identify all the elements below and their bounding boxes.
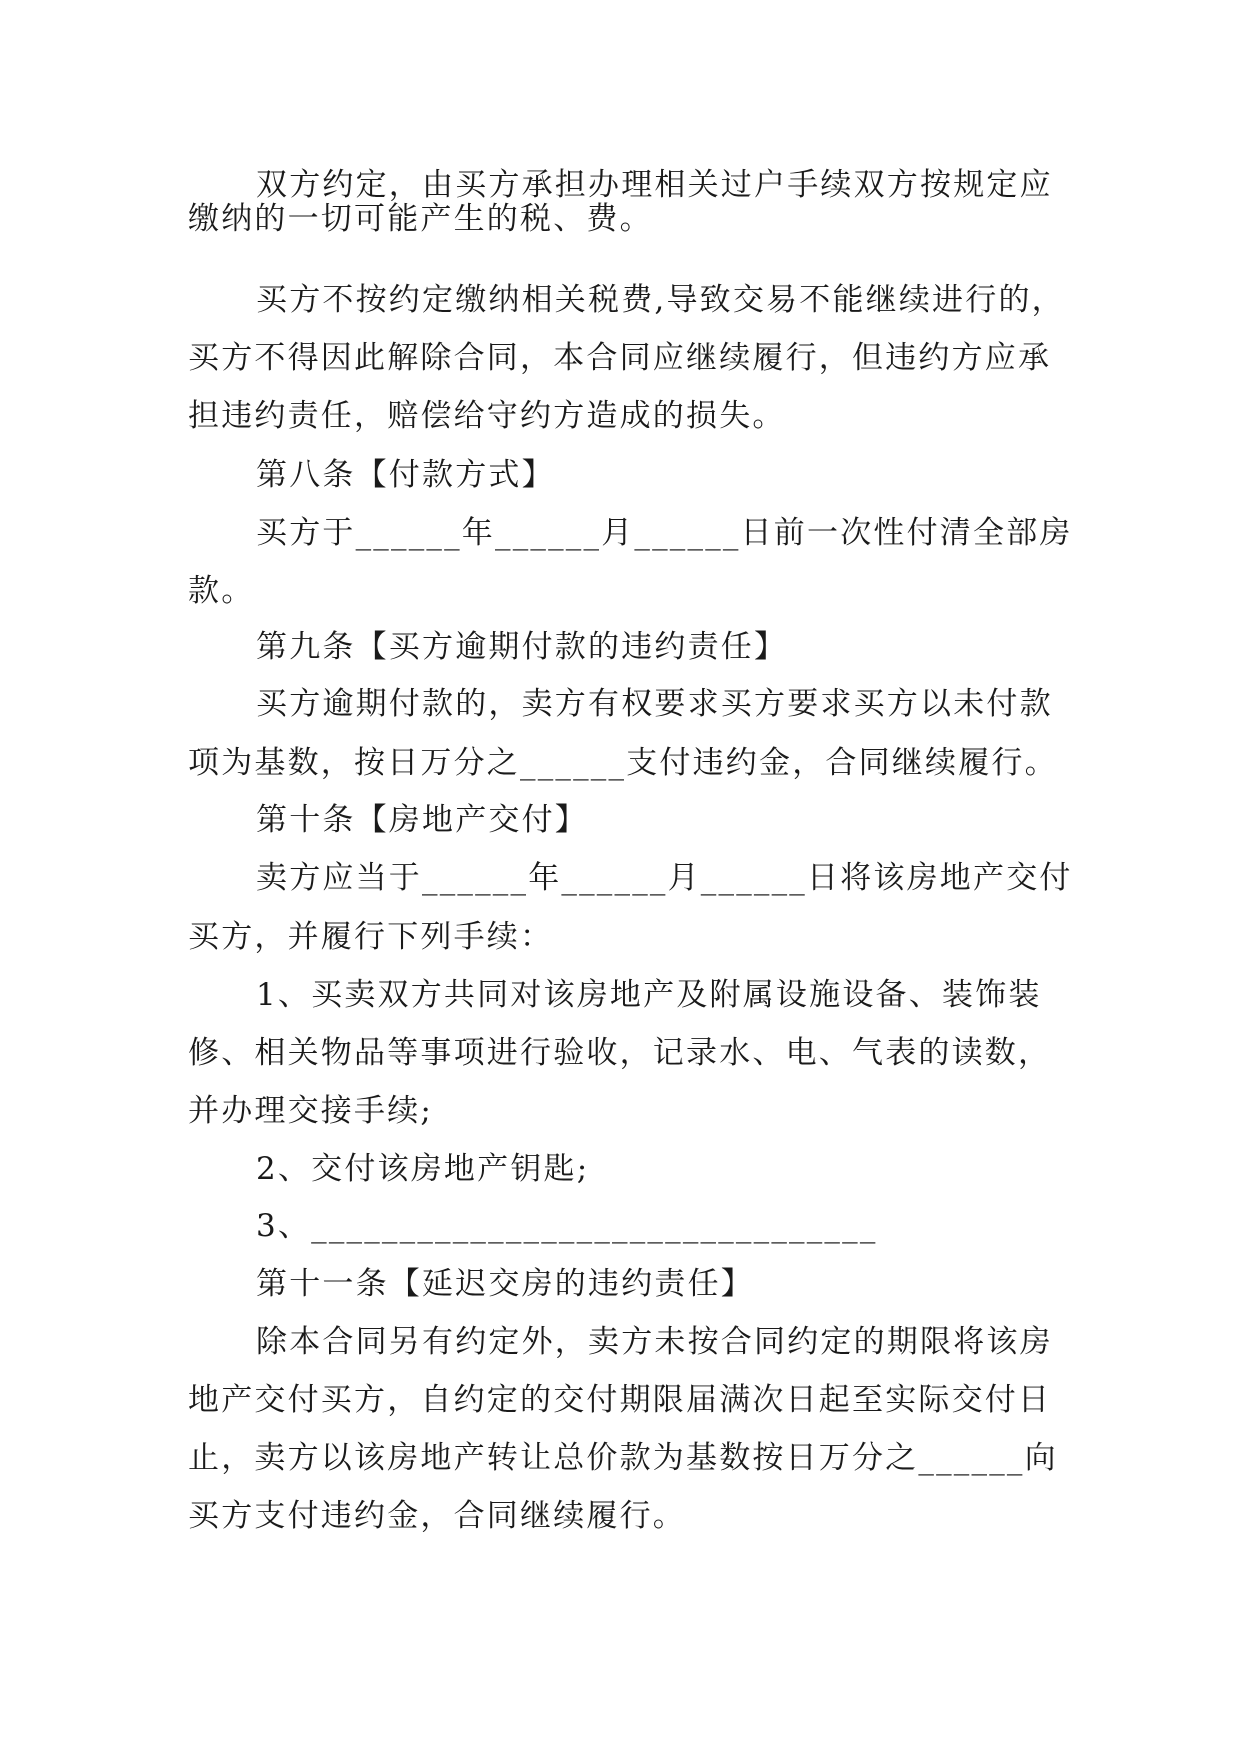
paragraph-line: 并办理交接手续;: [188, 1093, 434, 1129]
paragraph-line: 款。: [188, 573, 255, 609]
list-item: 3、________________________________: [256, 1208, 878, 1244]
list-item: 1、买卖双方共同对该房地产及附属设施设备、装饰装: [256, 977, 1042, 1013]
article-heading: 第十条【房地产交付】: [256, 802, 588, 838]
paragraph-line: 地产交付买方，自约定的交付期限届满次日起至实际交付日: [188, 1382, 1052, 1418]
paragraph-line: 除本合同另有约定外，卖方未按合同约定的期限将该房: [256, 1324, 1053, 1360]
paragraph-line: 卖方应当于______年______月______日将该房地产交付: [256, 860, 1073, 896]
paragraph-line: 项为基数，按日万分之______支付违约金，合同继续履行。: [188, 745, 1058, 781]
paragraph-line: 买方，并履行下列手续：: [188, 919, 554, 955]
list-item: 2、交付该房地产钥匙;: [256, 1151, 590, 1187]
paragraph-line: 双方约定，由买方承担办理相关过户手续双方按规定应: [256, 167, 1053, 203]
article-heading: 第八条【付款方式】: [256, 457, 555, 493]
paragraph-line: 买方支付违约金，合同继续履行。: [188, 1498, 686, 1534]
paragraph-line: 缴纳的一切可能产生的税、费。: [188, 201, 653, 237]
paragraph-line: 买方不按约定缴纳相关税费,导致交易不能继续进行的，: [256, 282, 1065, 318]
paragraph-line: 买方不得因此解除合同，本合同应继续履行，但违约方应承: [188, 340, 1052, 376]
paragraph-line: 止，卖方以该房地产转让总价款为基数按日万分之______向: [188, 1440, 1058, 1476]
paragraph-line: 买方于______年______月______日前一次性付清全部房: [256, 515, 1073, 551]
paragraph-line: 担违约责任，赔偿给守约方造成的损失。: [188, 398, 786, 434]
article-heading: 第十一条【延迟交房的违约责任】: [256, 1266, 754, 1302]
paragraph-line: 买方逾期付款的，卖方有权要求买方要求买方以未付款: [256, 686, 1053, 722]
paragraph-line: 修、相关物品等事项进行验收，记录水、电、气表的读数，: [188, 1035, 1052, 1071]
article-heading: 第九条【买方逾期付款的违约责任】: [256, 629, 788, 665]
